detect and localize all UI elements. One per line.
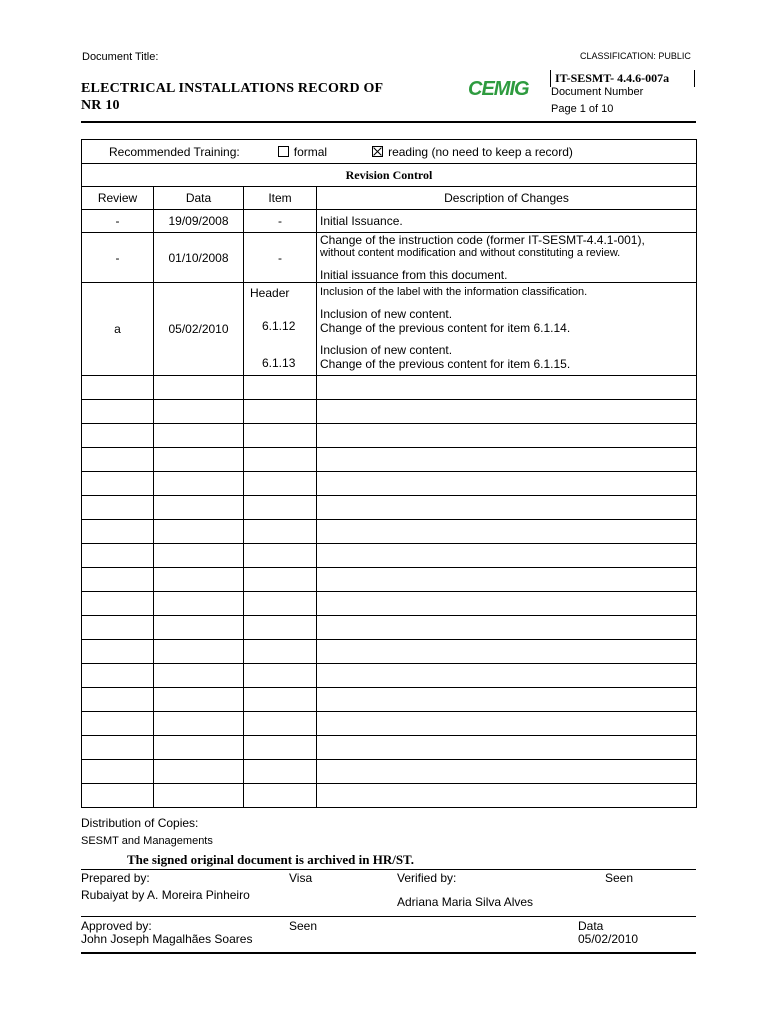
description-line: Inclusion of the label with the information classification. [320,286,588,298]
description-line: Initial issuance from this document. [320,267,508,282]
seen-label: Seen [289,919,318,933]
training-label: Recommended Training: [109,144,240,159]
seen-label: Seen [605,871,634,885]
document-number-right-bar [694,70,695,87]
table-row [82,233,697,283]
table-row [82,283,697,376]
document-number-label: Document Number [551,86,644,98]
empty-row [82,376,697,400]
description-block [320,343,570,371]
document-title-line2: NR 10 [81,98,120,113]
page-indicator: Page 1 of 10 [551,103,614,115]
approval-date-label: Data [578,919,604,933]
empty-row [82,640,697,664]
date-cell: 19/09/2008 [154,210,244,233]
column-header-item: Item [244,187,317,210]
document-title [81,80,441,114]
description-cell [317,283,697,376]
distribution-label: Distribution of Copies: [81,816,199,830]
prepared-by-label: Prepared by: [81,871,150,885]
description-line: Change of the instruction code (former IT-SESMT-4.4.1-001), [320,232,645,247]
visa-label: Visa [289,871,313,885]
empty-row [82,616,697,640]
recommended-training [82,145,696,159]
empty-row [82,496,697,520]
column-header-description: Description of Changes [317,187,697,210]
classification-label: CLASSIFICATION: PUBLIC [580,51,691,61]
item-cell [244,283,317,376]
reading-label: reading (no need to keep a record) [388,144,573,159]
description-cell [317,233,697,283]
empty-row [82,448,697,472]
cemig-logo [468,77,536,104]
review-cell: a [82,283,154,376]
review-cell: - [82,233,154,283]
revision-control-title: Revision Control [82,164,697,187]
empty-row [82,520,697,544]
archived-note: The signed original document is archived in HR/ST. [127,852,415,867]
item-cell: - [244,210,317,233]
header-divider [81,121,696,123]
formal-checkbox[interactable] [278,146,289,157]
description-cell: Initial Issuance. [317,210,697,233]
empty-row [82,688,697,712]
approved-by-name: John Joseph Magalhães Soares [81,932,253,946]
document-title-line1: ELECTRICAL INSTALLATIONS RECORD OF [81,81,384,96]
distribution-value: SESMT and Managements [81,835,213,847]
empty-row [82,472,697,496]
item-cell: - [244,233,317,283]
revision-control-table [81,139,697,808]
description-block [320,307,570,335]
reading-checkbox[interactable] [372,146,383,157]
description-line: Change of the previous content for item 6.1.15. [320,357,571,371]
approval-date-value: 05/02/2010 [578,932,639,946]
empty-row [82,736,697,760]
document-title-label: Document Title: [82,51,159,63]
signature-divider-bottom [81,952,696,954]
formal-label: formal [293,144,328,159]
description-line: without content modification and without constituting a review. [320,246,621,259]
revision-control-title-row [82,164,697,187]
approved-by-label: Approved by: [81,919,152,933]
description-line: Inclusion of new content. [320,307,453,321]
empty-row [82,712,697,736]
empty-row [82,424,697,448]
review-cell: - [82,210,154,233]
table-row [82,210,697,233]
description-line: Inclusion of new content. [320,343,453,357]
training-row [82,140,697,164]
document-number-left-bar [550,70,551,87]
cemig-logo-mark [468,77,536,99]
document-number: IT-SESMT- 4.4.6-007a [555,71,670,85]
item-6-1-12: 6.1.12 [262,319,296,333]
empty-row [82,664,697,688]
table-header-row [82,187,697,210]
empty-row [82,760,697,784]
description-line: Change of the previous content for item 6.1.14. [320,321,571,335]
empty-row [82,400,697,424]
empty-row [82,592,697,616]
prepared-by-name: Rubaiyat by A. Moreira Pinheiro [81,888,250,902]
item-6-1-13: 6.1.13 [262,356,296,370]
empty-row [82,568,697,592]
empty-row [82,784,697,808]
column-header-review: Review [82,187,154,210]
empty-row [82,544,697,568]
date-cell: 05/02/2010 [154,283,244,376]
item-header: Header [250,286,290,300]
signature-divider-top [81,869,696,870]
signature-divider-middle [81,916,696,917]
column-header-data: Data [154,187,244,210]
verified-by-name: Adriana Maria Silva Alves [397,895,534,909]
logo-text: CEMIG [468,78,529,99]
date-cell: 01/10/2008 [154,233,244,283]
verified-by-label: Verified by: [397,871,457,885]
